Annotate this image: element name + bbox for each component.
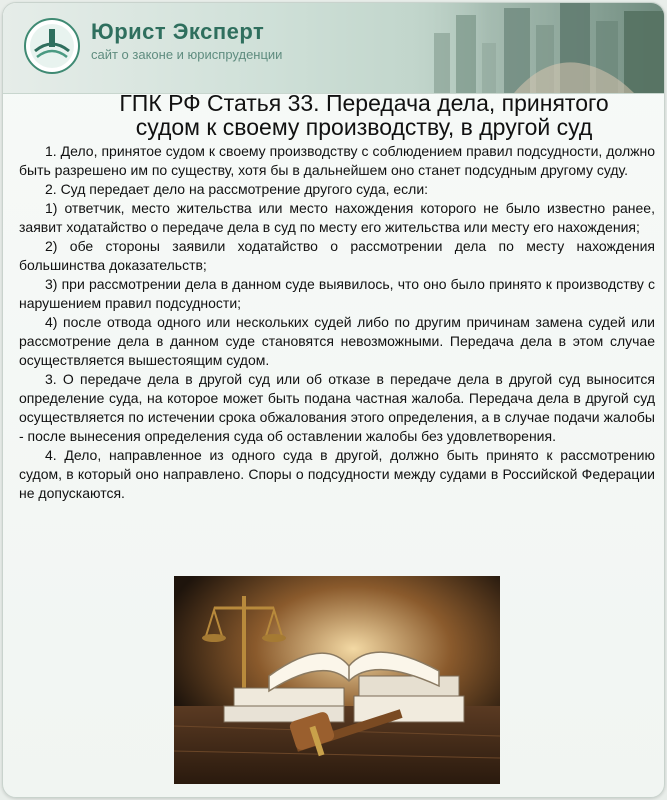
paragraph-8: 4. Дело, направленное из одного суда в другой, должно быть принято к рассмотрению судом, в который оно направлено. Споры о подсудности между судами в Российской Федерации не допускаются. [19, 447, 655, 501]
title-line-1: ГПК РФ Статья 33. Передача дела, принятого [119, 90, 609, 116]
brand-tagline: сайт о законе и юриспруденции [91, 47, 283, 62]
paragraph-4: 2) обе стороны заявили ходатайство о рассмотрении дела по месту нахождения большинства доказательств; [19, 238, 655, 273]
brand-name[interactable]: Юрист Эксперт [91, 19, 265, 44]
paragraph-2: 2. Суд передает дело на рассмотрение другого суда, если: [45, 181, 429, 197]
paragraph-3: 1) ответчик, место жительства или место нахождения которого не было известно ранее, заявит ходатайство о передаче дела в суд по месту его жительства или месту его нахождения; [19, 200, 655, 235]
article-body [19, 142, 655, 503]
page-card [2, 2, 665, 798]
paragraph-1: 1. Дело, принятое судом к своему производству с соблюдением правил подсудности, должно быть разрешено им по существу, хотя бы в дальнейшем оно станет подсудным другому суду. [19, 143, 655, 178]
title-line-2: судом к своему производству, в другой суд [135, 114, 593, 140]
site-header [3, 3, 664, 94]
site-logo-icon [23, 17, 81, 75]
paragraph-6: 4) после отвода одного или нескольких судей либо по другим причинам замена судей или рассмотрение дела в данном суде становятся невозможными. Передача дела в этом случае осуществляется вышестоящим судом. [19, 314, 655, 368]
paragraph-5: 3) при рассмотрении дела в данном суде выявилось, что оно было принято к производству с нарушением правил подсудности; [19, 276, 655, 311]
law-books-gavel-scales-icon [174, 576, 500, 784]
article-title [69, 91, 659, 139]
city-skyline-icon [394, 3, 664, 93]
paragraph-7: 3. О передаче дела в другой суд или об отказе в передаче дела в другой суд выносится определение суда, на которое может быть подана частная жалоба. Передача дела в другой суд осуществляется по истечении срока обжалования этого определения, а в случае подачи жалобы - после вынесения определения суда об оставлении жалобы без удовлетворения. [19, 371, 655, 444]
